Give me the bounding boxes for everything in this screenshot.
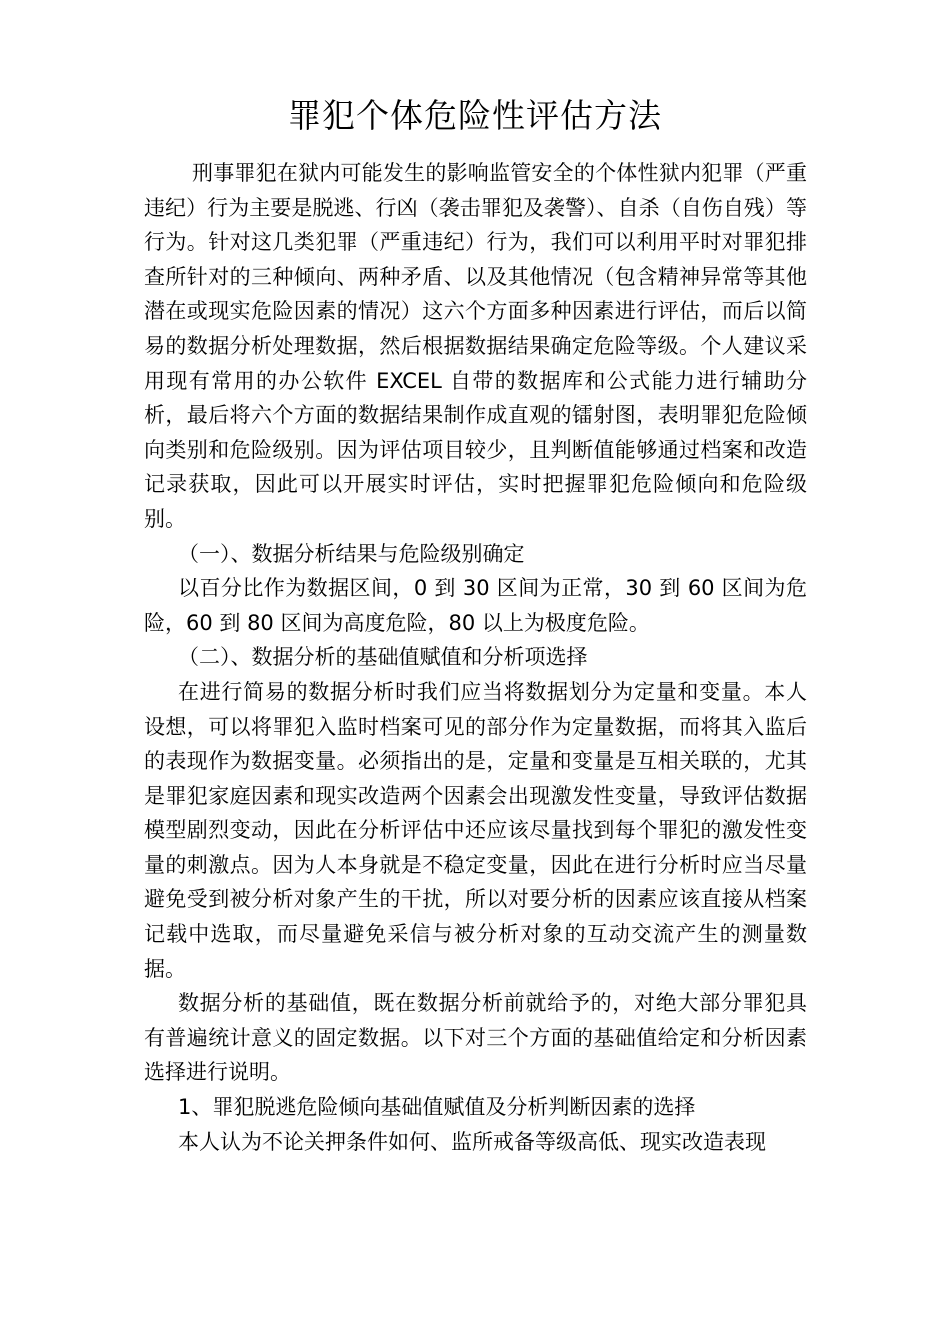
section-heading-1: （一）、数据分析结果与危险级别确定 — [178, 541, 525, 566]
paragraph-risk-levels: 以百分比作为数据区间，0 到 30 区间为正常，30 到 60 区间为危险，60 到 80 区间为高度危险，80 以上为极度危险。 — [144, 576, 807, 635]
paragraph-escape-risk: 本人认为不论关押条件如何、监所戒备等级高低、现实改造表现 — [178, 1129, 766, 1154]
section-heading-2: （二）、数据分析的基础值赋值和分析项选择 — [178, 645, 588, 670]
document-title: 罪犯个体危险性评估方法 — [288, 96, 662, 135]
subsection-heading-1: 1、罪犯脱逃危险倾向基础值赋值及分析判断因素的选择 — [178, 1095, 696, 1120]
paragraph-quantity-variable: 在进行简易的数据分析时我们应当将数据划分为定量和变量。本人设想，可以将罪犯入监时档案可见的部分作为定量数据，而将其入监后的表现作为数据变量。必须指出的是，定量和变量是互相关联的，尤其是罪犯家庭因素和现实改造两个因素会出现激发性变量，导致评估数据模型剧烈变动，因此在分析评估中还应该尽量找到每个罪犯的激发性变量的刺激点。因为人本身就是不稳定变量，因此在进行分析时应当尽量避免受到被分析对象产生的干扰，所以对要分析的因素应该直接从档案记载中选取，而尽量避免采信与被分析对象的互动交流产生的测量数据。 — [144, 679, 807, 981]
paragraph-intro: 刑事罪犯在狱内可能发生的影响监管安全的个体性狱内犯罪（严重违纪）行为主要是脱逃、行凶（袭击罪犯及袭警）、自杀（自伤自残）等行为。针对这几类犯罪（严重违纪）行为，我们可以利用平时对罪犯排查所针对的三种倾向、两种矛盾、以及其他情况（包含精神异常等其他潜在或现实危险因素的情况）这六个方面多种因素进行评估，而后以简易的数据分析处理数据，然后根据数据结果确定危险等级。个人建议采用现有常用的办公软件 EXCEL 自带的数据库和公式能力进行辅助分析，最后将六个方面的数据结果制作成直观的镭射图，表明罪犯危险倾向类别和危险级别。因为评估项目较少，且判断值能够通过档案和改造记录获取，因此可以开展实时评估，实时把握罪犯危险倾向和危险级别。 — [144, 161, 807, 531]
document-body — [144, 156, 807, 1159]
paragraph-base-value: 数据分析的基础值，既在数据分析前就给予的，对绝大部分罪犯具有普遍统计意义的固定数据。以下对三个方面的基础值给定和分析因素选择进行说明。 — [144, 991, 807, 1085]
